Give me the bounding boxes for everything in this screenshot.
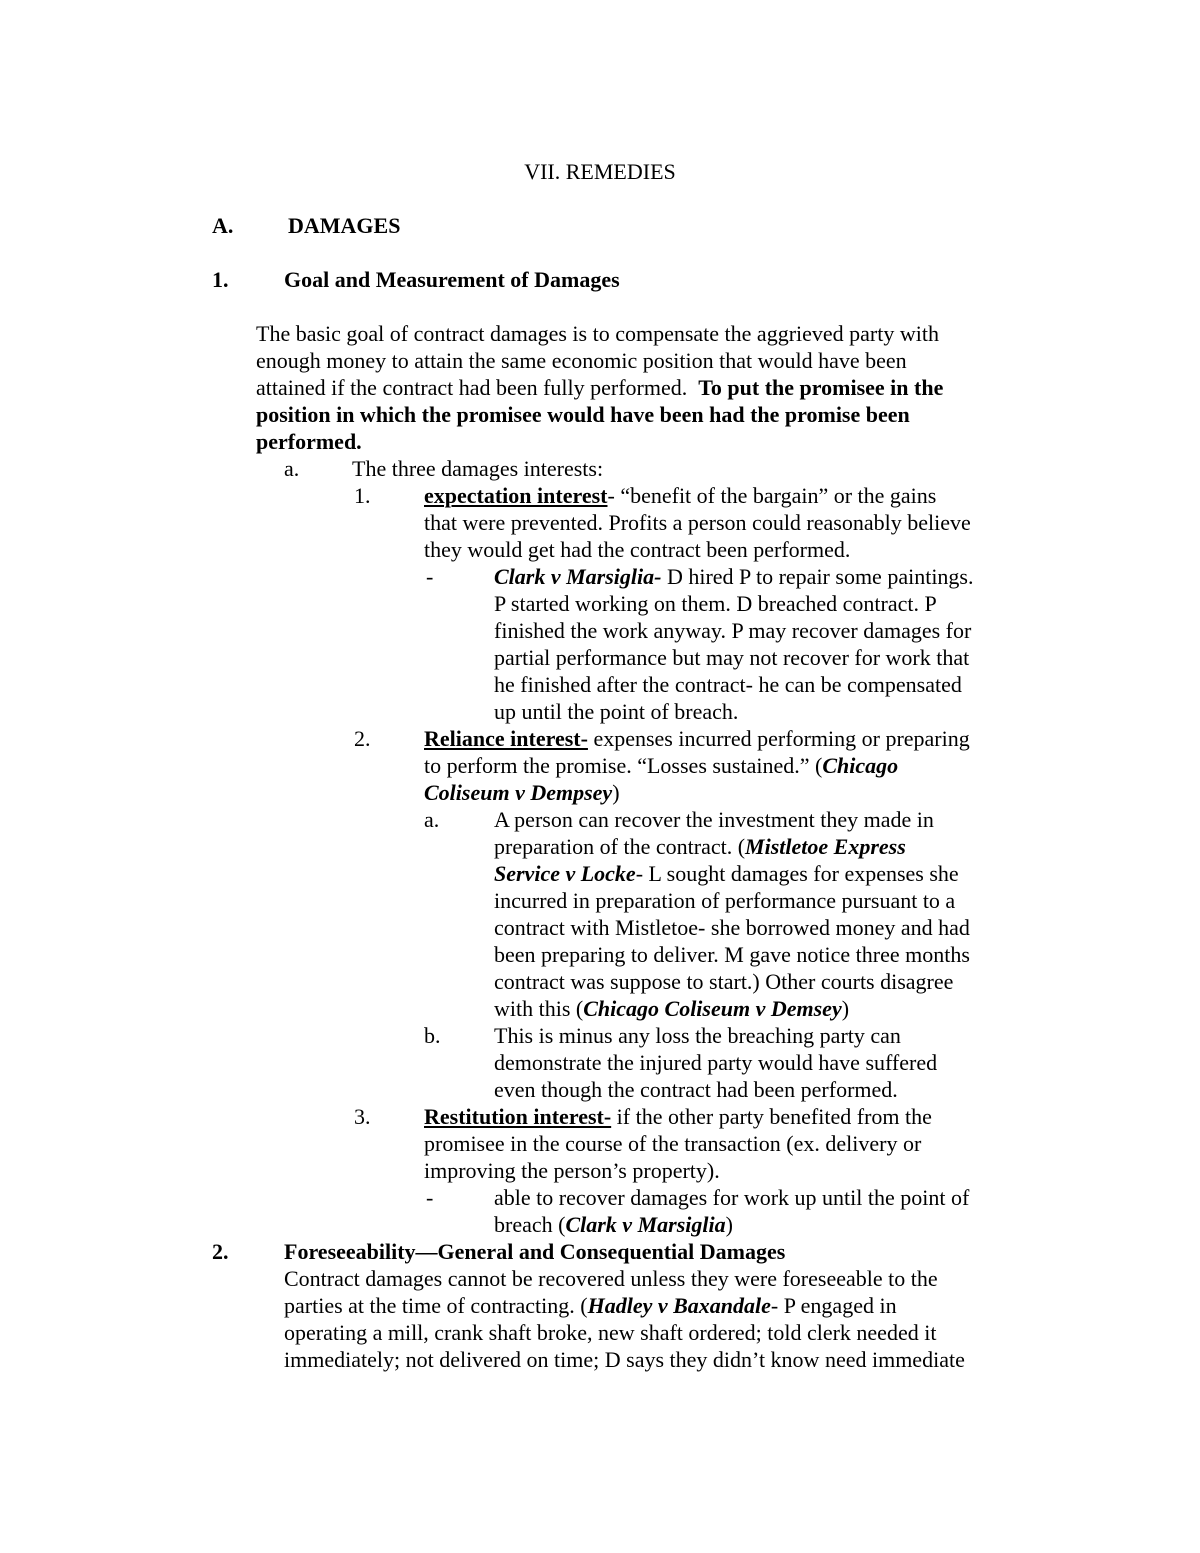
item-3-bullet-marker: - bbox=[426, 1185, 434, 1210]
item-2-sub-a-line bbox=[494, 995, 849, 1022]
item-3-bullet-line bbox=[494, 1211, 733, 1238]
intro-plain-text: attained if the contract had been fully performed. bbox=[256, 375, 688, 400]
sub-a-marker: a. bbox=[284, 456, 300, 481]
item-1-bullet-line: up until the point of breach. bbox=[494, 699, 739, 724]
case-name: Coliseum v Dempsey bbox=[424, 780, 613, 805]
item-2-sub-b-line: even though the contract had been performed. bbox=[494, 1077, 898, 1102]
item-1-bullet-line: finished the work anyway. P may recover damages for bbox=[494, 618, 972, 643]
bullet-text: D hired P to repair some paintings. bbox=[661, 564, 974, 589]
case-name: Chicago bbox=[822, 753, 899, 778]
item-2-sub-a-line: incurred in preparation of performance pursuant to a bbox=[494, 888, 956, 913]
case-name: Clark v Marsiglia bbox=[565, 1212, 726, 1237]
section-1-marker: 1. bbox=[212, 267, 229, 292]
bullet-text: breach ( bbox=[494, 1212, 566, 1237]
item-1-bullet-line bbox=[494, 563, 974, 590]
intro-line: The basic goal of contract damages is to compensate the aggrieved party with bbox=[256, 321, 939, 346]
page-title: VII. REMEDIES bbox=[524, 159, 676, 184]
item-2-sub-a-marker: a. bbox=[424, 807, 440, 832]
case-name: Clark v Marsiglia- bbox=[494, 564, 662, 589]
section-a-heading: DAMAGES bbox=[288, 213, 401, 238]
item-2-marker: 2. bbox=[354, 726, 371, 751]
item-2-sub-a-line: A person can recover the investment they made in bbox=[494, 807, 934, 832]
intro-bold-text: To put the promisee in the bbox=[698, 375, 944, 400]
item-3-text: if the other party benefited from the bbox=[611, 1104, 932, 1129]
bullet-text: ) bbox=[725, 1212, 733, 1237]
intro-bold-line: position in which the promisee would have been had the promise been bbox=[256, 402, 910, 427]
item-2-sub-a-line: contract with Mistletoe- she borrowed money and had bbox=[494, 915, 970, 940]
section-2-line: Contract damages cannot be recovered unless they were foreseeable to the bbox=[284, 1266, 938, 1291]
sub-a-text: preparation of the contract. ( bbox=[494, 834, 746, 859]
item-2-line bbox=[424, 725, 970, 752]
item-2-sub-a-line bbox=[494, 860, 959, 887]
expectation-interest-term: expectation interest bbox=[424, 483, 608, 508]
intro-line bbox=[256, 374, 943, 401]
item-3-bullet-line: able to recover damages for work up until the point of bbox=[494, 1185, 970, 1210]
item-2-sub-b-marker: b. bbox=[424, 1023, 441, 1048]
item-1-bullet-marker: - bbox=[426, 564, 434, 589]
section-2-text: - P engaged in bbox=[770, 1293, 897, 1318]
sub-a-text: The three damages interests: bbox=[352, 456, 604, 481]
case-name: Mistletoe Express bbox=[745, 834, 906, 859]
item-2-line bbox=[424, 752, 898, 779]
section-2-marker: 2. bbox=[212, 1239, 229, 1264]
case-name: Service v Locke bbox=[494, 861, 636, 886]
item-2-text: ) bbox=[612, 780, 620, 805]
item-2-sub-a-line: been preparing to deliver. M gave notice three months bbox=[494, 942, 970, 967]
item-1-line: they would get had the contract been performed. bbox=[424, 537, 851, 562]
restitution-interest-term: Restitution interest- bbox=[424, 1104, 612, 1129]
item-2-sub-b-line: This is minus any loss the breaching party can bbox=[494, 1023, 901, 1048]
intro-line: enough money to attain the same economic position that would have been bbox=[256, 348, 907, 373]
section-2-heading: Foreseeability—General and Consequential Damages bbox=[284, 1239, 786, 1264]
item-3-marker: 3. bbox=[354, 1104, 371, 1129]
item-1-bullet-line: partial performance but may not recover for work that bbox=[494, 645, 970, 670]
item-1-bullet-line: he finished after the contract- he can be compensated bbox=[494, 672, 962, 697]
item-1-marker: 1. bbox=[354, 483, 371, 508]
item-2-sub-a-line: contract was suppose to start.) Other courts disagree bbox=[494, 969, 954, 994]
item-2-sub-b-line: demonstrate the injured party would have suffered bbox=[494, 1050, 938, 1075]
section-a-marker: A. bbox=[212, 213, 234, 238]
intro-bold-line: performed. bbox=[256, 429, 362, 454]
case-name: Chicago Coliseum v Demsey bbox=[583, 996, 842, 1021]
section-2-line: operating a mill, crank shaft broke, new shaft ordered; told clerk needed it bbox=[284, 1320, 937, 1345]
item-3-line: promisee in the course of the transaction (ex. delivery or bbox=[424, 1131, 922, 1156]
item-2-sub-a-line bbox=[494, 833, 906, 860]
item-2-text: to perform the promise. “Losses sustained.” ( bbox=[424, 753, 823, 778]
section-2-line: immediately; not delivered on time; D says they didn’t know need immediate bbox=[284, 1347, 965, 1372]
section-1-heading: Goal and Measurement of Damages bbox=[284, 267, 620, 292]
sub-a-text: - L sought damages for expenses she bbox=[635, 861, 959, 886]
item-2-text: expenses incurred performing or preparing bbox=[587, 726, 970, 751]
item-1-line: that were prevented. Profits a person could reasonably believe bbox=[424, 510, 971, 535]
sub-a-text: ) bbox=[841, 996, 850, 1021]
item-2-line bbox=[424, 779, 620, 806]
item-1-line bbox=[424, 482, 936, 509]
case-name: Hadley v Baxandale bbox=[587, 1293, 771, 1318]
section-2-text: parties at the time of contracting. ( bbox=[284, 1293, 588, 1318]
item-1-text: - “benefit of the bargain” or the gains bbox=[607, 483, 937, 508]
reliance-interest-term: Reliance interest- bbox=[424, 726, 588, 751]
item-3-line: improving the person’s property). bbox=[424, 1158, 720, 1183]
item-1-bullet-line: P started working on them. D breached contract. P bbox=[494, 591, 937, 616]
sub-a-text: with this ( bbox=[494, 996, 584, 1021]
item-3-line bbox=[424, 1103, 932, 1130]
section-2-line bbox=[284, 1292, 897, 1319]
